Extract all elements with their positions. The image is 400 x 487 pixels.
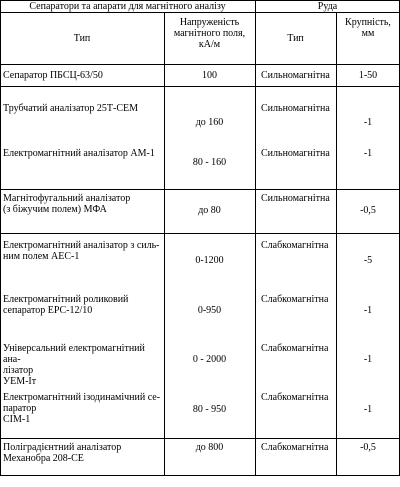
row-size: -5 [363, 255, 373, 266]
row-field: 0 - 2000 [192, 354, 227, 365]
header-ore-type: Тип [287, 33, 304, 44]
table-border [255, 0, 256, 476]
row-size: -1 [363, 354, 373, 365]
row-size: -0,5 [360, 205, 376, 216]
row-field: 100 [202, 70, 217, 81]
row-ore: Слабкомагнітна [261, 392, 329, 403]
row-ore: Слабкомагнітна [261, 442, 329, 453]
row-ore: Сильномагнітна [261, 103, 330, 114]
row-ore: Слабкомагнітна [261, 294, 329, 305]
row-name: Трубчатий аналізатор 25Т-СЕМ [3, 103, 139, 114]
row-size: 1-50 [358, 70, 378, 81]
table-border [0, 438, 400, 439]
row-name: Електромагнітний роликовий сепаратор ЕРС-12/10 [3, 294, 129, 316]
row-field: до 80 [198, 205, 221, 216]
row-field: 0-950 [197, 305, 222, 316]
row-name: Поліградієнтний аналізатор Механобра 208-СЕ [3, 442, 122, 464]
row-field: до 160 [195, 117, 224, 128]
row-name: Універсальний електромагнітний ана- лізатор УЕМ-Іт [3, 343, 145, 387]
table-border [0, 233, 400, 234]
row-size: -1 [363, 117, 373, 128]
row-field: 80 - 160 [192, 157, 227, 168]
row-size: -1 [363, 305, 373, 316]
table-border [0, 86, 400, 87]
row-field: 80 - 950 [192, 404, 227, 415]
row-field: до 800 [195, 442, 224, 453]
row-ore: Слабкомагнітна [261, 343, 329, 354]
header-field-strength: Напруженість магнітного поля, кА/м [173, 17, 246, 50]
table-border [0, 0, 1, 476]
row-ore: Сильномагнітна [261, 193, 330, 204]
row-ore: Сильномагнітна [261, 148, 330, 159]
table-border [0, 64, 400, 65]
header-group-separators: Сепаратори та апарати для магнітного аналізу [29, 1, 226, 12]
header-size: Крупність, мм [345, 17, 391, 39]
row-name: Магнітофугальний аналізатор (з біжучим полем) МФА [3, 193, 131, 215]
row-size: -1 [363, 148, 373, 159]
row-field: 0-1200 [195, 255, 224, 266]
row-name: Сепаратор ПБСЦ-63/50 [3, 70, 103, 81]
header-group-ore: Руда [317, 1, 338, 12]
table-border [0, 189, 400, 190]
table-border [0, 475, 400, 476]
row-name: Електромагнітний аналізатор з силь- ним полем АЕС-1 [3, 240, 160, 262]
row-name: Електромагнітний ізодинамічний се- паратор СІМ-1 [3, 392, 161, 425]
row-ore: Сильномагнітна [261, 70, 330, 81]
row-ore: Слабкомагнітна [261, 240, 329, 251]
header-type: Тип [73, 33, 91, 44]
row-size: -0,5 [360, 442, 376, 453]
row-size: -1 [363, 404, 373, 415]
row-name: Електромагнітний аналізатор АМ-1 [3, 148, 155, 159]
table-border [0, 12, 400, 13]
